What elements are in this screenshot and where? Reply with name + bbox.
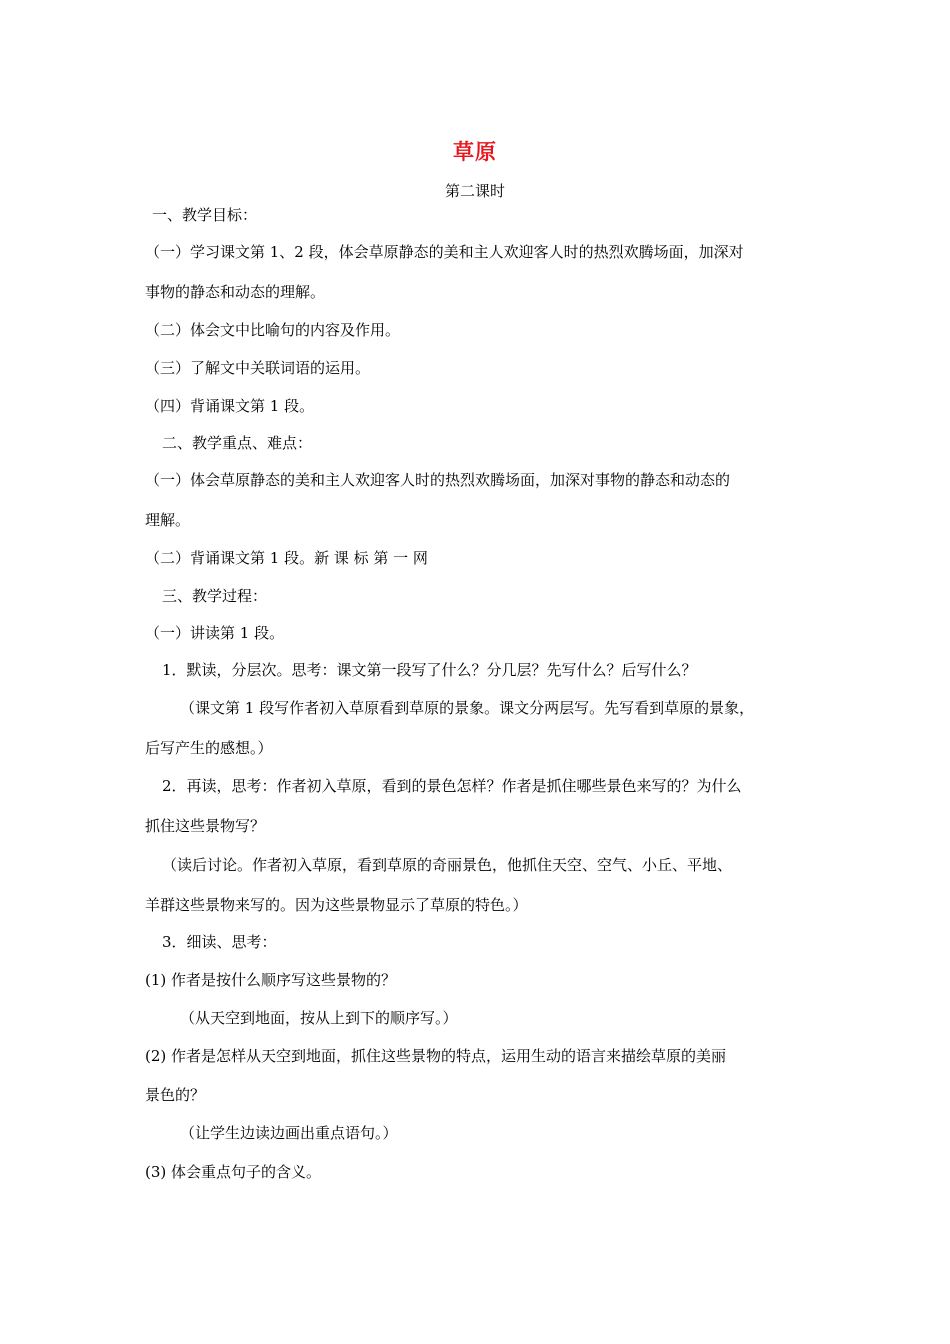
paragraph-line: 2．再读，思考：作者初入草原，看到的景色怎样？作者是抓住哪些景色来写的？为什么 xyxy=(162,777,742,795)
paragraph-line: （四）背诵课文第 1 段。 xyxy=(145,397,315,415)
document-title: 草原 xyxy=(453,139,497,164)
paragraph-line: （三）了解文中关联词语的运用。 xyxy=(145,359,371,377)
paragraph-line: （一）学习课文第 1、2 段，体会草原静态的美和主人欢迎客人时的热烈欢腾场面，加深对 xyxy=(145,243,744,261)
paragraph-line: （一）讲读第 1 段。 xyxy=(145,624,285,642)
paragraph-line: （二）背诵课文第 1 段。新 课 标 第 一 网 xyxy=(145,549,428,567)
section-heading-key-points: 二、教学重点、难点： xyxy=(162,434,313,452)
paragraph-line: （二）体会文中比喻句的内容及作用。 xyxy=(145,321,401,339)
paragraph-line: (2) 作者是怎样从天空到地面，抓住这些景物的特点，运用生动的语言来描绘草原的美丽 xyxy=(145,1047,727,1065)
paragraph-line: 1．默读，分层次。思考：课文第一段写了什么？分几层？先写什么？后写什么？ xyxy=(162,661,697,679)
paragraph-line: （课文第 1 段写作者初入草原看到草原的景象。课文分两层写。先写看到草原的景象， xyxy=(180,699,755,717)
paragraph-line: (1) 作者是按什么顺序写这些景物的？ xyxy=(145,971,397,989)
paragraph-line: (3) 体会重点句子的含义。 xyxy=(145,1163,322,1181)
paragraph-line: （一）体会草原静态的美和主人欢迎客人时的热烈欢腾场面，加深对事物的静态和动态的 xyxy=(145,471,731,489)
section-heading-process: 三、教学过程： xyxy=(162,587,268,605)
section-heading-objectives: 一、教学目标： xyxy=(152,206,258,224)
paragraph-line: 理解。 xyxy=(145,511,191,529)
paragraph-line: （读后讨论。作者初入草原，看到草原的奇丽景色，他抓住天空、空气、小丘、平地、 xyxy=(162,856,733,874)
paragraph-line: （从天空到地面，按从上到下的顺序写。） xyxy=(180,1009,458,1027)
paragraph-line: 抓住这些景物写？ xyxy=(145,817,266,835)
paragraph-line: 羊群这些景物来写的。因为这些景物显示了草原的特色。） xyxy=(145,896,528,914)
paragraph-line: 后写产生的感想。） xyxy=(145,739,273,757)
paragraph-line: 3．细读、思考： xyxy=(162,933,277,951)
document-subtitle: 第二课时 xyxy=(444,182,505,200)
paragraph-line: 景色的？ xyxy=(145,1086,206,1104)
paragraph-line: 事物的静态和动态的理解。 xyxy=(145,283,326,301)
paragraph-line: （让学生边读边画出重点语句。） xyxy=(180,1124,398,1142)
